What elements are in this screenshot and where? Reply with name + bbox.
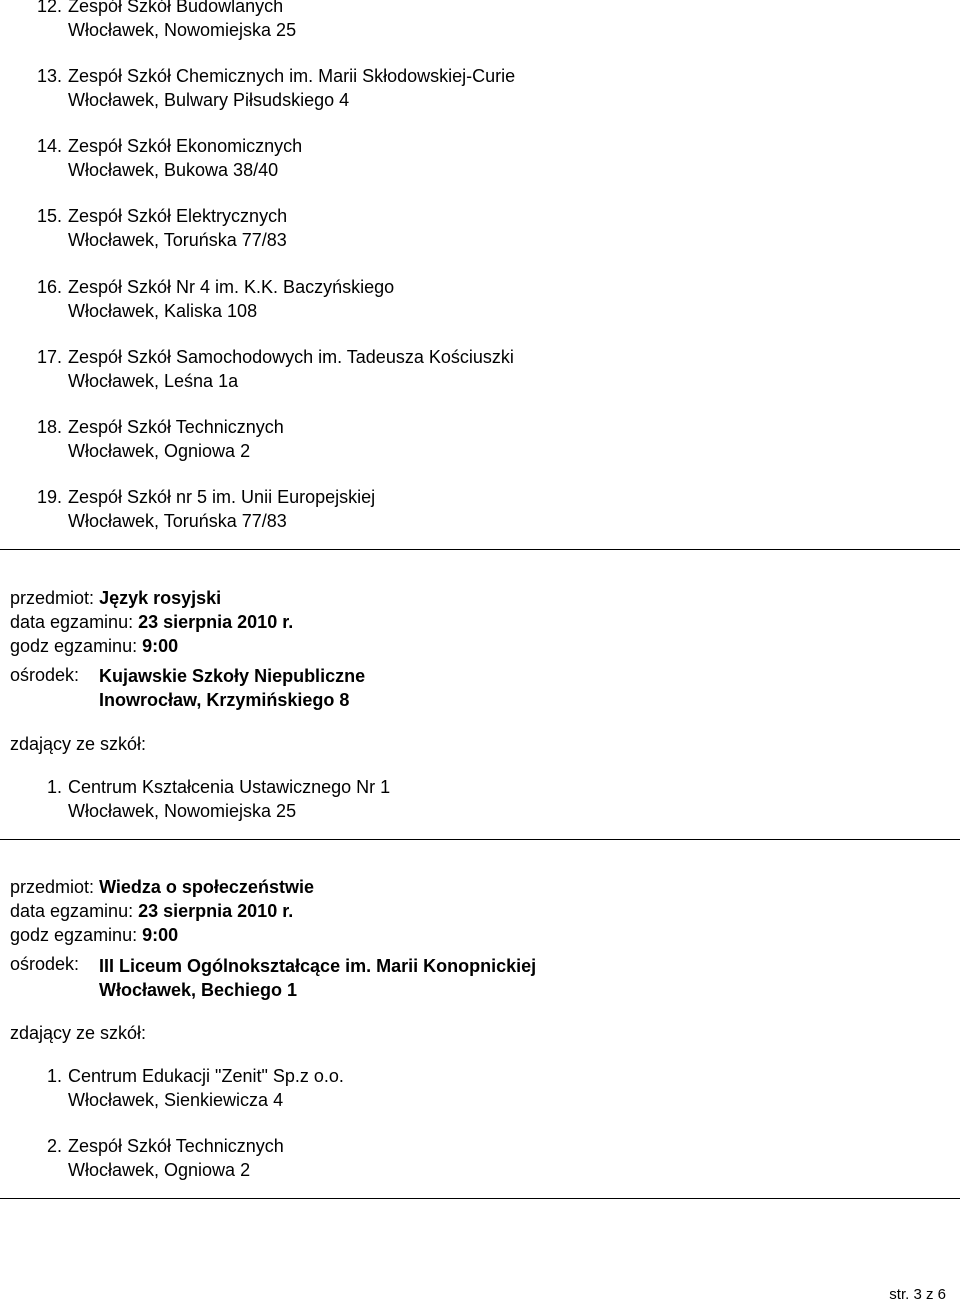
school-address: Włocławek, Nowomiejska 25 (68, 801, 297, 821)
center-label: ośrodek: (10, 954, 80, 974)
item-number: 17. (36, 347, 62, 367)
date-value: 23 sierpnia 2010 r. (138, 612, 294, 632)
item-number: 19. (36, 487, 62, 507)
school-name: Zespół Szkół Elektrycznych (68, 206, 288, 226)
time-value: 9:00 (142, 636, 179, 656)
school-address: Włocławek, Leśna 1a (68, 371, 239, 391)
exam-date-line (10, 900, 293, 923)
date-label: data egzaminu: (10, 612, 134, 632)
school-name: Zespół Szkół Nr 4 im. K.K. Baczyńskiego (68, 277, 395, 297)
section-divider (0, 1198, 960, 1199)
school-address: Włocławek, Bukowa 38/40 (68, 160, 279, 180)
subject-label: przedmiot: (10, 877, 95, 897)
time-label: godz egzaminu: (10, 925, 138, 945)
page-number: str. 3 z 6 (889, 1286, 946, 1303)
section-divider (0, 549, 960, 550)
item-number: 1. (46, 777, 62, 797)
time-label: godz egzaminu: (10, 636, 138, 656)
school-name: Zespół Szkół Ekonomicznych (68, 136, 303, 156)
school-address: Włocławek, Ogniowa 2 (68, 441, 251, 461)
school-address: Włocławek, Kaliska 108 (68, 301, 258, 321)
school-name: Zespół Szkół nr 5 im. Unii Europejskiej (68, 487, 376, 507)
school-address: Włocławek, Ogniowa 2 (68, 1160, 251, 1180)
subject-line (10, 587, 221, 610)
date-label: data egzaminu: (10, 901, 134, 921)
subject-value: Język rosyjski (99, 588, 222, 608)
school-name: Zespół Szkół Chemicznych im. Marii Skłodowskiej-Curie (68, 66, 516, 86)
item-number: 12. (36, 0, 62, 16)
date-value: 23 sierpnia 2010 r. (138, 901, 294, 921)
school-name: Zespół Szkół Samochodowych im. Tadeusza Kościuszki (68, 347, 514, 367)
item-number: 14. (36, 136, 62, 156)
subject-line (10, 876, 314, 899)
center-address: Włocławek, Bechiego 1 (99, 980, 298, 1000)
time-value: 9:00 (142, 925, 179, 945)
item-number: 2. (46, 1136, 62, 1156)
school-address: Włocławek, Sienkiewicza 4 (68, 1090, 284, 1110)
subject-label: przedmiot: (10, 588, 95, 608)
school-name: Centrum Kształcenia Ustawicznego Nr 1 (68, 777, 391, 797)
school-name: Zespół Szkół Technicznych (68, 417, 284, 437)
school-address: Włocławek, Bulwary Piłsudskiego 4 (68, 90, 350, 110)
subject-value: Wiedza o społeczeństwie (99, 877, 314, 897)
school-name: Centrum Edukacji "Zenit" Sp.z o.o. (68, 1066, 344, 1086)
exam-date-line (10, 611, 293, 634)
item-number: 13. (36, 66, 62, 86)
item-number: 15. (36, 206, 62, 226)
center-name: Kujawskie Szkoły Niepubliczne (99, 666, 366, 686)
from-schools-label: zdający ze szkół: (10, 734, 147, 754)
item-number: 16. (36, 277, 62, 297)
exam-time-line (10, 924, 178, 947)
school-address: Włocławek, Toruńska 77/83 (68, 511, 287, 531)
center-name: III Liceum Ogólnokształcące im. Marii Konopnickiej (99, 956, 537, 976)
from-schools-label: zdający ze szkół: (10, 1023, 147, 1043)
center-address: Inowrocław, Krzymińskiego 8 (99, 690, 350, 710)
school-address: Włocławek, Toruńska 77/83 (68, 230, 287, 250)
exam-time-line (10, 635, 178, 658)
center-label: ośrodek: (10, 665, 80, 685)
school-name: Zespół Szkół Budowlanych (68, 0, 284, 16)
school-address: Włocławek, Nowomiejska 25 (68, 20, 297, 40)
school-name: Zespół Szkół Technicznych (68, 1136, 284, 1156)
item-number: 1. (46, 1066, 62, 1086)
section-divider (0, 839, 960, 840)
item-number: 18. (36, 417, 62, 437)
